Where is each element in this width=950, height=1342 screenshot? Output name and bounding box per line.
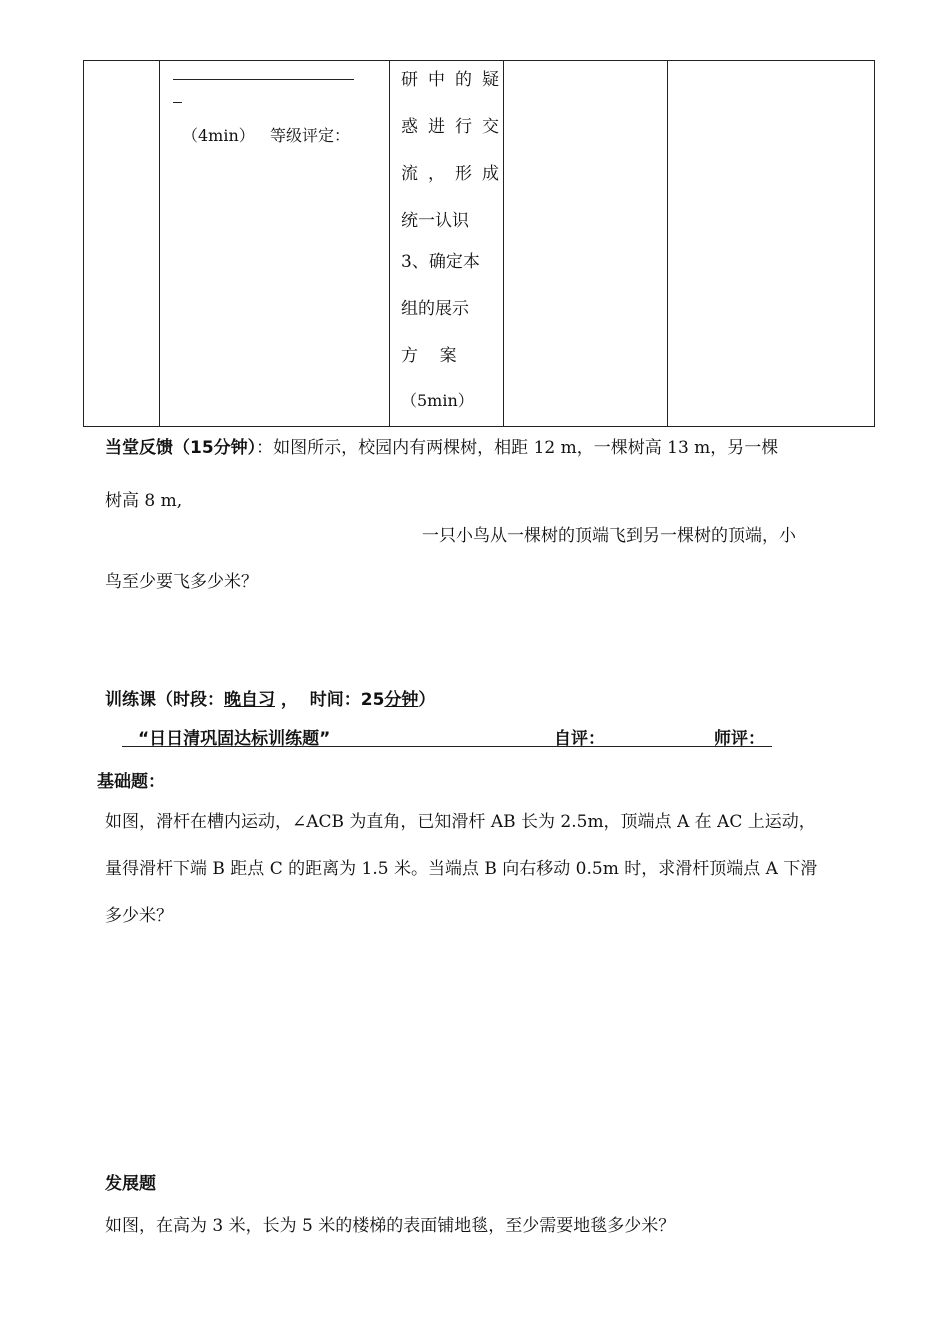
self-eval-label: 自评： [554, 729, 605, 749]
feedback-heading: 当堂反馈（15分钟） [105, 438, 257, 458]
training-heading: 训练课（时段：晚自习 ， 时间：25分钟） [105, 690, 436, 710]
drill-header [122, 724, 772, 747]
discussion-char: 的 [455, 70, 472, 90]
column-divider [503, 61, 504, 426]
discussion-char: 研 [401, 70, 418, 90]
discussion-char: 形 [455, 164, 472, 184]
discussion-char: ， [428, 164, 445, 184]
feedback-line-1 [105, 433, 778, 458]
discussion-line: 方 案 [401, 346, 457, 366]
discussion-char: 疑 [482, 70, 499, 90]
feedback-line-4: 鸟至少要飞多少米？ [105, 572, 258, 592]
basic-line-2: 量得滑杆下端 B 距点 C 的距离为 1.5 米。当端点 B 向右移动 0.5m 时，求滑杆顶端点 A 下滑 [105, 859, 818, 879]
training-duration: 分钟 [384, 690, 419, 710]
discussion-line [401, 65, 499, 90]
advanced-heading: 发展题 [105, 1174, 156, 1194]
discussion-line: （5min） [401, 391, 474, 410]
discussion-char: 交 [482, 117, 499, 137]
discussion-char: 中 [428, 70, 445, 90]
discussion-line [401, 159, 499, 184]
discussion-line: 组的展示 [401, 299, 469, 319]
discussion-line: 3、确定本 [401, 252, 480, 272]
training-period: 晚自习 [224, 690, 275, 710]
column-divider [667, 61, 668, 426]
time-grade-label: （4min） 等级评定： [182, 126, 351, 145]
discussion-line [401, 112, 499, 137]
basic-heading: 基础题： [97, 772, 165, 792]
discussion-line: 统一认识 [401, 211, 469, 231]
lesson-table [83, 60, 875, 427]
discussion-char: 惑 [401, 117, 418, 137]
drill-title: “日日清巩固达标训练题” [138, 729, 331, 749]
column-divider [159, 61, 160, 426]
basic-line-1: 如图，滑杆在槽内运动，∠ACB 为直角，已知滑杆 AB 长为 2.5m，顶端点 A 在 AC 上运动， [105, 812, 816, 832]
basic-line-3: 多少米？ [105, 906, 173, 926]
discussion-char: 成 [482, 164, 499, 184]
teacher-eval-label: 师评： [714, 729, 765, 749]
column-divider [389, 61, 390, 426]
feedback-line-2: 树高 8 m, [105, 491, 183, 511]
discussion-char: 进 [428, 117, 445, 137]
feedback-line-3: 一只小鸟从一棵树的顶端飞到另一棵树的顶端，小 [422, 526, 796, 546]
discussion-char: 行 [455, 117, 472, 137]
answer-blank-line [173, 79, 354, 80]
advanced-line-1: 如图，在高为 3 米，长为 5 米的楼梯的表面铺地毯，至少需要地毯多少米？ [105, 1216, 676, 1236]
discussion-char: 流 [401, 164, 418, 184]
answer-blank-tail [173, 102, 182, 103]
feedback-question: ：如图所示，校园内有两棵树，相距 12 m，一棵树高 13 m，另一棵 [256, 438, 779, 458]
